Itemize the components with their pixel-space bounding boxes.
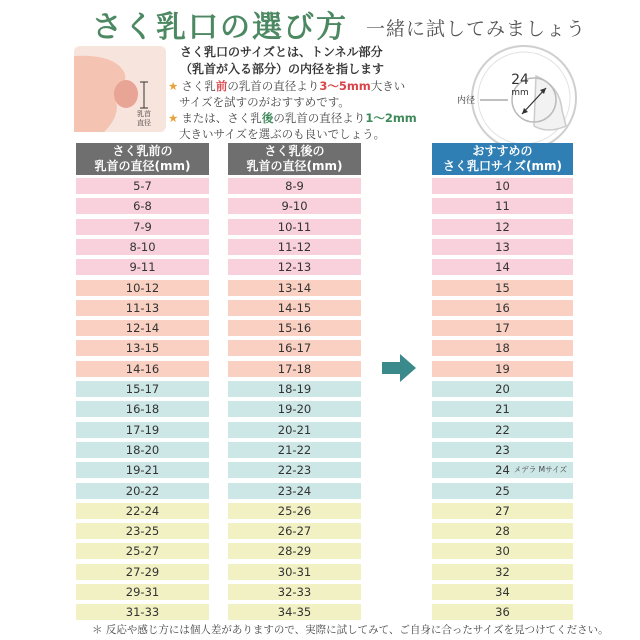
table-cell-size: 11	[432, 198, 573, 214]
table-cell-before: 31-33	[76, 604, 209, 620]
table-cell-after: 26-27	[228, 523, 361, 539]
illust-label-nipple: 乳首	[137, 110, 151, 118]
table-cell-after: 12-13	[228, 259, 361, 275]
table-cell-before: 12-14	[76, 320, 209, 336]
table-cell-after: 20-21	[228, 422, 361, 438]
star-icon: ★	[168, 79, 179, 93]
table-cell-after: 34-35	[228, 604, 361, 620]
table-cell-before: 23-25	[76, 523, 209, 539]
table-cell-size: 32	[432, 564, 573, 580]
table-cell-size: 15	[432, 280, 573, 296]
illust-label-diameter: 直径	[137, 119, 151, 127]
table-cell-before: 13-15	[76, 340, 209, 356]
page-title: さく乳口の選び方	[92, 10, 348, 45]
table-cell-before: 6-8	[76, 198, 209, 214]
note-after: ★ または、さく乳後の乳首の直径より1～2mm 大きいサイズを選ぶのも良いでしょう。	[168, 111, 417, 141]
table-cell-before: 17-19	[76, 422, 209, 438]
table-cell-before: 19-21	[76, 462, 209, 478]
table-cell-after: 11-12	[228, 239, 361, 255]
table-cell-before: 5-7	[76, 178, 209, 194]
table-cell-before: 22-24	[76, 503, 209, 519]
table-cell-size: 14	[432, 259, 573, 275]
table-cell-before: 25-27	[76, 543, 209, 559]
table-cell-after: 17-18	[228, 361, 361, 377]
right-arrow-icon	[382, 354, 416, 382]
flange-unit: mm	[511, 88, 529, 98]
table-cell-before: 18-20	[76, 442, 209, 458]
table-cell-before: 11-13	[76, 300, 209, 316]
table-cell-after: 8-9	[228, 178, 361, 194]
star-icon: ★	[168, 111, 179, 125]
header-recommended-size: おすすめの さく乳口サイズ(mm)	[432, 143, 573, 175]
flange-number: 24	[511, 72, 529, 88]
table-cell-size: 25	[432, 483, 573, 499]
breast-shield-illustration	[452, 40, 592, 156]
table-cell-size: 21	[432, 401, 573, 417]
table-cell-size: 23	[432, 442, 573, 458]
table-cell-after: 22-23	[228, 462, 361, 478]
table-cell-after: 10-11	[228, 219, 361, 235]
table-cell-size: 16	[432, 300, 573, 316]
table-cell-after: 19-20	[228, 401, 361, 417]
table-cell-before: 9-11	[76, 259, 209, 275]
note-before: ★ さく乳前の乳首の直径より3～5mm大きい サイズを試すのがおすすめです。	[168, 79, 406, 109]
table-cell-size: 30	[432, 543, 573, 559]
table-cell-before: 29-31	[76, 584, 209, 600]
table-cell-after: 21-22	[228, 442, 361, 458]
table-cell-size: 22	[432, 422, 573, 438]
table-cell-size: 13	[432, 239, 573, 255]
table-cell-before: 20-22	[76, 483, 209, 499]
page-subtitle: 一緒に試してみましょう	[366, 18, 587, 40]
table-cell-before: 10-12	[76, 280, 209, 296]
table-cell-after: 13-14	[228, 280, 361, 296]
table-cell-size: 24 メデラ Mサイズ	[432, 462, 573, 478]
explanation-line-2: （乳首が入る部分）の内径を指します	[180, 62, 385, 76]
explanation-text	[180, 44, 440, 78]
table-cell-size: 34	[432, 584, 573, 600]
table-cell-size: 19	[432, 361, 573, 377]
table-cell-size: 12	[432, 219, 573, 235]
table-cell-after: 16-17	[228, 340, 361, 356]
table-cell-after: 15-16	[228, 320, 361, 336]
nipple-diameter-illustration	[74, 46, 166, 132]
table-cell-size: 18	[432, 340, 573, 356]
table-cell-size: 20	[432, 381, 573, 397]
table-cell-before: 14-16	[76, 361, 209, 377]
table-cell-before: 15-17	[76, 381, 209, 397]
table-cell-after: 18-19	[228, 381, 361, 397]
table-cell-after: 28-29	[228, 543, 361, 559]
table-cell-before: 7-9	[76, 219, 209, 235]
flange-label: 内径	[456, 96, 476, 106]
table-cell-before: 8-10	[76, 239, 209, 255]
table-cell-size: 27	[432, 503, 573, 519]
header-before-diameter: さく乳前の 乳首の直径(mm)	[76, 143, 209, 175]
table-cell-after: 25-26	[228, 503, 361, 519]
footer-note: ＊ 反応や感じ方には個人差がありますので、実際に試してみて、ご自身に合ったサイズを見つけてください。	[92, 624, 609, 636]
table-cell-after: 23-24	[228, 483, 361, 499]
table-cell-after: 30-31	[228, 564, 361, 580]
size-memo-label: メデラ Mサイズ	[513, 465, 567, 474]
table-cell-size: 10	[432, 178, 573, 194]
table-cell-size: 28	[432, 523, 573, 539]
table-cell-before: 16-18	[76, 401, 209, 417]
table-cell-after: 32-33	[228, 584, 361, 600]
table-cell-size: 17	[432, 320, 573, 336]
header-after-diameter: さく乳後の 乳首の直径(mm)	[228, 143, 361, 175]
explanation-line-1: さく乳口のサイズとは、トンネル部分	[180, 45, 383, 59]
table-cell-after: 9-10	[228, 198, 361, 214]
table-cell-after: 14-15	[228, 300, 361, 316]
table-cell-before: 27-29	[76, 564, 209, 580]
table-cell-size: 36	[432, 604, 573, 620]
